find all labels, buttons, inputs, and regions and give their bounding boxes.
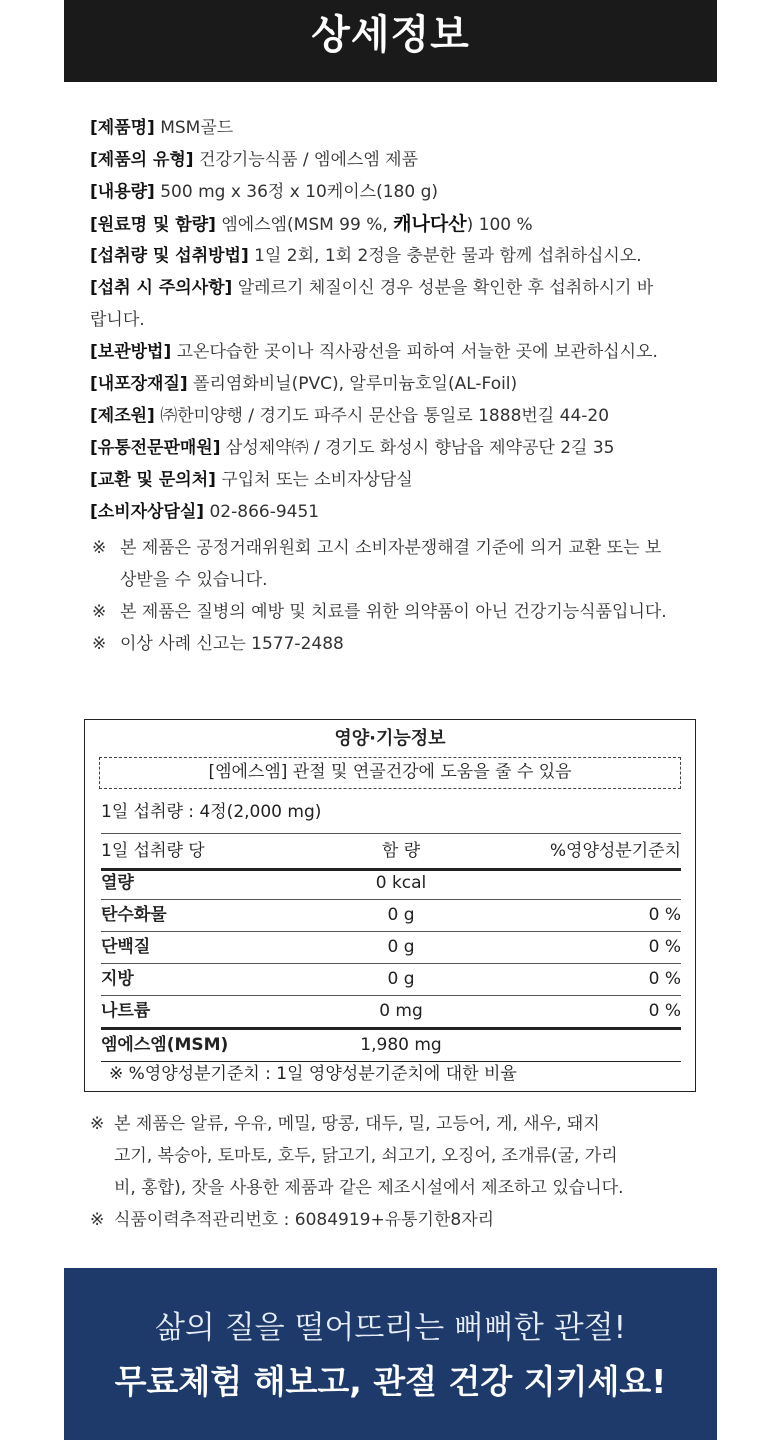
notice-item — [92, 532, 712, 564]
info-value: 엠에스엠(MSM 99 %, — [215, 215, 394, 235]
reference-mark-icon: ※ — [92, 538, 107, 558]
info-origin: 캐나다산 — [393, 213, 467, 235]
info-row-storage — [90, 336, 710, 368]
reference-mark-icon: ※ — [90, 1210, 105, 1230]
nutrient-name: 열량 — [101, 873, 134, 893]
info-row-packaging — [90, 368, 710, 400]
info-value: 건강기능식품 / 엠에스엠 제품 — [193, 150, 418, 170]
nutrient-amount: 0 g — [387, 937, 415, 957]
info-label: [섭취량 및 섭취방법] — [90, 246, 249, 266]
info-value: 02-866-9451 — [204, 502, 320, 522]
info-row-caution-cont — [90, 304, 710, 336]
serving-size: 1일 섭취량 : 4정(2,000 mg) — [101, 802, 322, 822]
nutrition-footnote: ※ %영양성분기준치 : 1일 영양성분기준치에 대한 비율 — [109, 1064, 517, 1084]
promo-banner[interactable] — [64, 1268, 717, 1440]
info-value: ㈜한미양행 / 경기도 파주시 문산읍 통일로 1888번길 44-20 — [154, 406, 610, 426]
info-row-product-type — [90, 144, 710, 176]
nutrient-amount: 0 kcal — [375, 873, 427, 893]
info-value: 1일 2회, 1회 2정을 충분한 물과 함께 섭취하십시오. — [248, 246, 642, 266]
info-label: [내용량] — [90, 182, 155, 202]
info-row-exchange — [90, 464, 710, 496]
page-title: 상세정보 — [311, 12, 470, 58]
allergy-item — [90, 1108, 710, 1140]
info-row-consumer-center — [90, 496, 710, 528]
info-value: MSM골드 — [154, 118, 234, 138]
notice-text: 본 제품은 공정거래위원회 고시 소비자분쟁해결 기준에 의거 교환 또는 보 — [120, 538, 662, 558]
table-row — [101, 932, 681, 964]
notice-text: 이상 사례 신고는 1577-2488 — [120, 634, 344, 654]
notice-item-cont — [92, 564, 712, 596]
info-row-distributor — [90, 432, 710, 464]
reference-mark-icon: ※ — [92, 602, 107, 622]
nutrient-amount: 1,980 mg — [360, 1035, 442, 1055]
notice-text: 상받을 수 있습니다. — [120, 570, 268, 590]
nutrient-amount: 0 g — [387, 905, 415, 925]
table-row — [101, 900, 681, 932]
traceability-item — [90, 1204, 710, 1236]
traceability-text: 식품이력추적관리번호 : 6084919+유통기한8자리 — [114, 1210, 495, 1230]
info-label: [제조원] — [90, 406, 155, 426]
nutrient-name: 엠에스엠(MSM) — [101, 1035, 229, 1055]
nutrition-table-body — [101, 868, 681, 1062]
notice-item — [92, 628, 712, 660]
info-value: 구입처 또는 소비자상담실 — [215, 470, 413, 490]
table-row — [101, 868, 681, 900]
info-value: 알레르기 체질이신 경우 성분을 확인한 후 섭취하시기 바 — [232, 278, 654, 298]
table-row — [101, 1030, 681, 1062]
functional-claim: [엠에스엠] 관절 및 연골건강에 도움을 줄 수 있음 — [99, 757, 681, 789]
nutrient-pct: 0 % — [648, 905, 681, 925]
allergy-text: 본 제품은 알류, 우유, 메밀, 땅콩, 대두, 밀, 고등어, 게, 새우, 돼지 — [114, 1114, 600, 1134]
nutrient-pct: 0 % — [648, 969, 681, 989]
allergy-item-cont — [90, 1172, 710, 1204]
nutrient-name: 탄수화물 — [101, 905, 167, 925]
notice-text: 본 제품은 질병의 예방 및 치료를 위한 의약품이 아닌 건강기능식품입니다. — [120, 602, 667, 622]
info-value: 랍니다. — [90, 310, 145, 330]
info-label: [섭취 시 주의사항] — [90, 278, 233, 298]
nutrient-amount: 0 mg — [379, 1001, 423, 1021]
info-value: 삼성제약㈜ / 경기도 화성시 향남읍 제약공단 2길 35 — [220, 438, 615, 458]
info-row-dosage — [90, 240, 710, 272]
info-label: [원료명 및 함량] — [90, 215, 216, 235]
allergy-text: 고기, 복숭아, 토마토, 호두, 닭고기, 쇠고기, 오징어, 조개류(굴, 가리 — [114, 1146, 618, 1166]
promo-subtitle: 삶의 질을 떨어뜨리는 뻐뻐한 관절! — [154, 1310, 627, 1346]
allergy-notice — [90, 1108, 710, 1236]
reference-mark-icon: ※ — [92, 634, 107, 654]
info-label: [교환 및 문의처] — [90, 470, 216, 490]
info-value: 폴리염화비닐(PVC), 알루미늄호일(AL-Foil) — [187, 374, 518, 394]
header-amount: 함 량 — [381, 841, 421, 861]
nutrient-pct: 0 % — [648, 1001, 681, 1021]
notice-item — [92, 596, 712, 628]
header-bar — [64, 0, 717, 82]
reference-mark-icon: ※ — [90, 1114, 105, 1134]
info-label: [내포장재질] — [90, 374, 188, 394]
nutrient-name: 지방 — [101, 969, 134, 989]
info-row-product-name — [90, 112, 710, 144]
header-per-serving: 1일 섭취량 당 — [101, 841, 205, 861]
info-value: 500 mg x 36정 x 10케이스(180 g) — [154, 182, 439, 202]
nutrient-name: 나트륨 — [101, 1001, 151, 1021]
info-label: [유통전문판매원] — [90, 438, 221, 458]
product-info-list — [90, 112, 710, 528]
table-row — [101, 964, 681, 996]
info-row-ingredients — [90, 208, 710, 240]
table-row — [101, 996, 681, 1030]
info-label: [보관방법] — [90, 342, 172, 362]
notice-list — [92, 532, 712, 660]
info-value-tail: ) 100 % — [466, 215, 533, 235]
allergy-item-cont — [90, 1140, 710, 1172]
info-label: [소비자상담실] — [90, 502, 205, 522]
info-label: [제품명] — [90, 118, 155, 138]
info-row-manufacturer — [90, 400, 710, 432]
nutrition-title: 영양·기능정보 — [334, 728, 446, 749]
header-daily-value: %영양성분기준치 — [549, 841, 681, 861]
nutrition-facts-box — [84, 719, 696, 1092]
promo-headline: 무료체험 해보고, 관절 건강 지키세요! — [114, 1362, 667, 1401]
info-label: [제품의 유형] — [90, 150, 194, 170]
nutrient-pct: 0 % — [648, 937, 681, 957]
info-value: 고온다습한 곳이나 직사광선을 피하여 서늘한 곳에 보관하십시오. — [171, 342, 658, 362]
nutrient-amount: 0 g — [387, 969, 415, 989]
allergy-text: 비, 홍합), 잣을 사용한 제품과 같은 제조시설에서 제조하고 있습니다. — [114, 1178, 624, 1198]
nutrient-name: 단백질 — [101, 937, 151, 957]
nutrition-table-header — [101, 833, 681, 871]
info-row-contents — [90, 176, 710, 208]
info-row-caution — [90, 272, 710, 304]
